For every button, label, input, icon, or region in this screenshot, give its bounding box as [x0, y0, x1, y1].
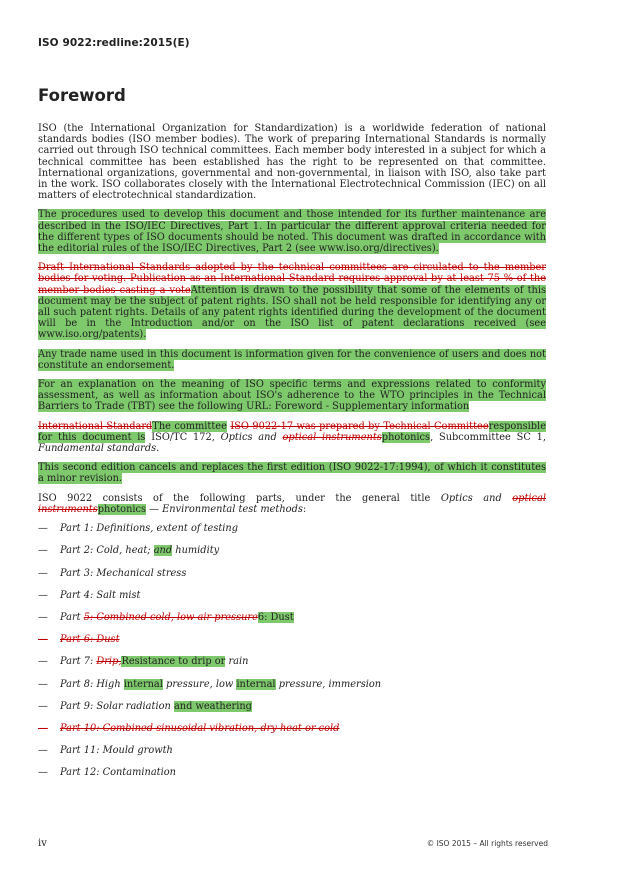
italic-text: Optics and: [440, 492, 502, 504]
list-item: [38, 679, 546, 690]
paragraph-trade-name: [38, 349, 546, 371]
deleted-text: Part 10: Combined sinusoidal vibration, dry heat or cold: [60, 722, 340, 734]
paragraph-procedures: [38, 209, 546, 254]
inserted-text: responsible for this document is: [38, 420, 546, 443]
plain-text: , Subcommittee SC 1,: [430, 431, 546, 443]
part-title: pressure, low: [166, 678, 234, 690]
part-title: Part 9: Solar radiation: [60, 700, 171, 712]
paragraph-supplementary: [38, 379, 546, 413]
deleted-text: ISO 9022-17 was prepared by Technical Committee: [230, 420, 489, 432]
plain-text: —: [146, 503, 163, 515]
inserted-text: The committee: [152, 420, 227, 432]
inserted-text: internal: [123, 678, 163, 690]
part-title: humidity: [175, 545, 220, 557]
list-dash: —: [38, 767, 48, 779]
part-title: Part 8: High: [60, 678, 121, 690]
italic-text: Optics and: [220, 431, 277, 443]
colon-text: :: [302, 503, 307, 515]
page-number: iv: [38, 838, 47, 849]
period-text: .: [156, 443, 160, 455]
paragraph-iso-intro: ISO (the International Organization for Standardization) is a worldwide federation of national standards bodies (ISO member bodies). The work of preparing International Standards is normally carried out through ISO technical committees. Each member body interested in a subject for which a technical committee has been established has the right to be represented on that committee. International organizations, governmental and non-governmental, in liaison with ISO, also take part in the work. ISO collaborates closely with the International Electrotechnical Commission (IEC) on all matters of electrotechnical standardization.: [38, 123, 546, 202]
deleted-text: optical instruments: [282, 431, 382, 443]
part-title: Part 4: Salt mist: [60, 589, 141, 601]
inserted-text: This second edition cancels and replaces the first edition (ISO 9022-17:1994), of which it constitutes a minor revision.: [38, 462, 546, 485]
inserted-text: Resistance to drip or: [121, 656, 226, 668]
document-id-header: ISO 9022:redline:2015(E): [38, 37, 190, 49]
list-item: [38, 634, 546, 645]
list-dash: —: [38, 611, 48, 623]
part-title: Part 11: Mould growth: [60, 745, 173, 757]
italic-text: Fundamental standards: [38, 443, 157, 455]
inserted-text: 6: Dust: [257, 611, 294, 623]
list-dash: —: [38, 589, 48, 601]
deleted-text: Draft International Standards adopted by the technical committees are circulated to the member bodies for voting. Publication as an International Standard requires approval by at least 75 % of the member bodies casting a vote: [38, 262, 546, 296]
part-title: rain: [228, 656, 249, 668]
list-dash: —: [38, 523, 48, 535]
part-title: Part 12: Contamination: [60, 767, 176, 779]
inserted-text: photonics: [97, 503, 147, 515]
list-item: [38, 590, 546, 601]
deleted-text: International Standard: [38, 420, 153, 432]
italic-text: Environmental test methods: [162, 503, 303, 515]
deleted-text: Part 6: Dust: [60, 634, 120, 646]
list-item: [38, 723, 546, 734]
list-item: [38, 523, 546, 534]
list-item: [38, 568, 546, 579]
copyright-notice: © ISO 2015 – All rights reserved: [426, 839, 548, 848]
foreword-body: [38, 123, 546, 790]
part-title: Part 1: Definitions, extent of testing: [60, 523, 239, 535]
paragraph-edition: [38, 462, 546, 484]
plain-text: ISO/TC 172,: [145, 431, 221, 443]
paragraph-parts-intro: [38, 493, 546, 515]
inserted-text: and: [153, 545, 173, 557]
inserted-text: Attention is drawn to the possibility that some of the elements of this document may be the subject of patent rights. ISO shall not be held responsible for identifying any or all such patent rights. Details of any patent rights identified during the development of the document will be in the Introduction and/or on the ISO list of patent declarations received (see www.iso.org/patents).: [38, 284, 546, 341]
deleted-text: Drip,: [96, 656, 122, 668]
inserted-text: photonics: [381, 431, 431, 443]
list-item: [38, 545, 546, 556]
inserted-text: internal: [236, 678, 276, 690]
paragraph-committee: [38, 421, 546, 455]
list-dash: —: [38, 745, 48, 757]
part-title: Part 7:: [60, 656, 94, 668]
paragraph-patents: [38, 262, 546, 340]
plain-text: ISO 9022 consists of the following parts, under the general title: [38, 492, 441, 504]
inserted-text: Any trade name used in this document is information given for the convenience of users and does not constitute an endorsement.: [38, 348, 546, 371]
inserted-text: The procedures used to develop this document and those intended for its further maintenance are described in the ISO/IEC Directives, Part 1. In particular the different approval criteria needed for the different types of ISO documents should be noted. This document was drafted in accordance with the editorial rules of the ISO/IEC Directives, Part 2 (see www.iso.org/directives).: [38, 209, 546, 255]
list-dash: —: [38, 656, 48, 668]
deleted-text: optical instruments: [38, 492, 546, 515]
deleted-text: 5: Combined cold, low air pressure: [83, 611, 258, 623]
list-dash: —: [38, 545, 48, 557]
part-title: Part 3: Mechanical stress: [60, 567, 187, 579]
list-item: [38, 656, 546, 667]
inserted-text: and weathering: [173, 700, 252, 712]
list-dash: —: [38, 678, 48, 690]
part-title: pressure, immersion: [278, 678, 382, 690]
list-dash: —: [38, 700, 48, 712]
list-dash: —: [38, 567, 48, 579]
list-item: [38, 767, 546, 778]
list-dash: —: [38, 634, 48, 646]
list-item: [38, 745, 546, 756]
part-title: Part 2: Cold, heat;: [60, 545, 151, 557]
parts-list: [38, 523, 546, 778]
list-item: [38, 612, 546, 623]
section-title: Foreword: [38, 86, 126, 105]
inserted-text: For an explanation on the meaning of ISO specific terms and expressions related to conformity assessment, as well as information about ISO's adherence to the WTO principles in the Technical Barriers to Trade (TBT) see the following URL: Foreword - Supplementary information: [38, 379, 546, 413]
list-dash: —: [38, 722, 48, 734]
part-title: Part: [60, 611, 81, 623]
list-item: [38, 701, 546, 712]
